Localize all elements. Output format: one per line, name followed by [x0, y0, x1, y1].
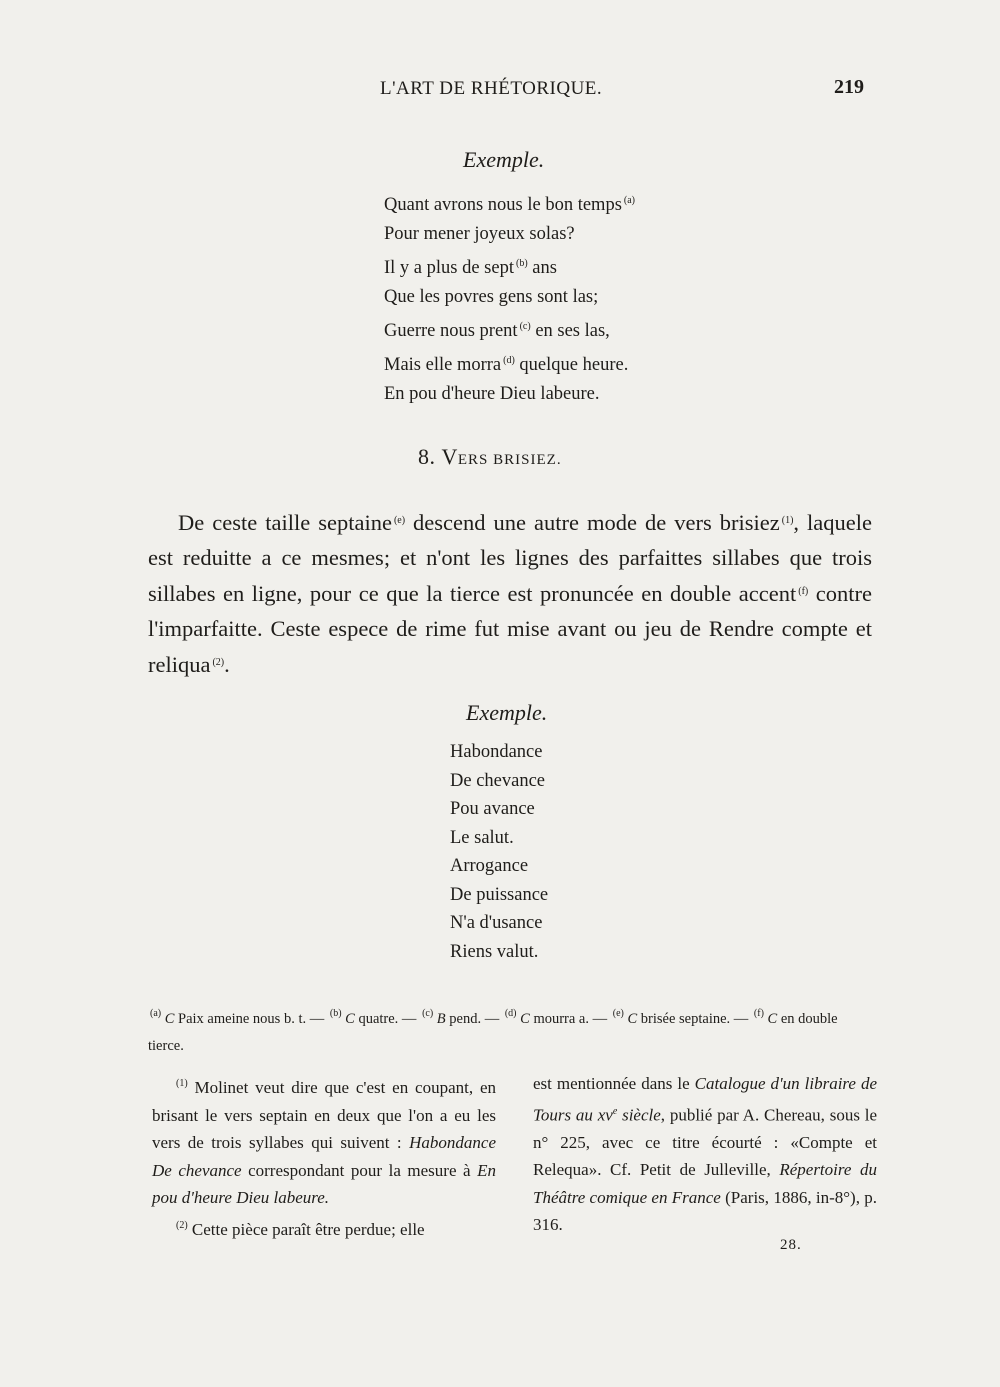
- verse-line: De puissance: [450, 884, 549, 905]
- page-number: 219: [834, 76, 864, 98]
- note-ref: (f): [798, 586, 809, 597]
- verse-line: Pou avance: [450, 799, 535, 819]
- verse-line: N'a d'usance: [450, 913, 543, 933]
- note-ref: (a): [623, 195, 636, 206]
- verse-line: Le salut.: [450, 827, 514, 848]
- footnote-2-continued: est mentionnée dans le Catalogue d'un libraire de Tours au $xv^e$ siècle, publié par A. Chereau, sous le n° 225, avec ce titre écourté : «Compte et Relequa». Cf. Petit de Julleville, Répertoire du Théâtre comique en France (Paris, 1886, in-8°), p. 316.: [533, 1074, 878, 1235]
- verse-line: De chevance: [450, 770, 546, 791]
- running-head: L'ART DE RHÉTORIQUE.: [380, 78, 603, 99]
- note-ref: (b): [516, 258, 528, 269]
- note-ref: (d): [503, 355, 515, 366]
- variant-readings: $^{(a)}$ C Paix ameine nous b. t. — $^{(b)}$ C quatre. — $^{(c)}$ B pend. — $^{(d)}$ C mourra a. — $^{(e)}$ C brisée septaine. — $^{(f)}$ C en double tierce.: [148, 1008, 838, 1054]
- footnote-1: $^{(1)}$ Molinet veut dire que c'est en coupant, en brisant le vers septain en deux que l'on a eu les vers de trois syllabes qui suivent : Habondance De chevance correspondant pour la mesure à En pou d'heure Dieu labeure.: [152, 1078, 496, 1207]
- verse-line: Mais elle morra $^{(d)}$ quelque heure.: [384, 355, 629, 375]
- verse-line: En pou d'heure Dieu labeure.: [384, 384, 600, 404]
- verse-line: Riens valut.: [450, 941, 539, 962]
- example-heading-2: Exemple.: [466, 700, 548, 725]
- verse-block-2: [450, 738, 548, 966]
- footnotes-right-column: [533, 1070, 877, 1239]
- note-ref: (2): [212, 657, 225, 668]
- verse-line: Il y a plus de sept $^{(b)}$ ans: [384, 258, 557, 278]
- footnotes-left-column: [152, 1070, 496, 1243]
- verse-line: Arrogance: [450, 856, 529, 876]
- verse-line: Que les povres gens sont las;: [384, 287, 599, 307]
- section-title: 8. VERS BRISIEZ.: [418, 444, 562, 469]
- signature-mark: 28.: [780, 1237, 802, 1253]
- verse-line: Quant avrons nous le bon temps $^{(a)}$: [384, 195, 636, 215]
- verse-line: Pour mener joyeux solas?: [384, 224, 575, 244]
- verse-line: Guerre nous prent $^{(c)}$ en ses las,: [384, 321, 610, 341]
- example-heading-1: Exemple.: [463, 147, 545, 172]
- note-ref: (1): [781, 515, 794, 526]
- note-ref: (e): [393, 515, 406, 526]
- verse-line: Habondance: [450, 742, 543, 762]
- note-ref: (c): [519, 321, 531, 332]
- verse-block-1: [384, 186, 635, 409]
- footnote-2: $^{(2)}$ Cette pièce paraît être perdue; elle: [176, 1219, 425, 1239]
- body-paragraph: De ceste taille septaine $^{(e)}$ descend une autre mode de vers brisiez $^{(1)}$, laquele est reduitte a ce mesmes; et n'ont les lignes des parfaittes sillabes que trois sillabes en ligne, pour ce que la tierce est pronuncée en double accent $^{(f)}$ contre l'imparfaitte. Ceste espece de rime fut mise avant ou jeu de Rendre compte et reliqua $^{(2)}$.: [148, 510, 873, 677]
